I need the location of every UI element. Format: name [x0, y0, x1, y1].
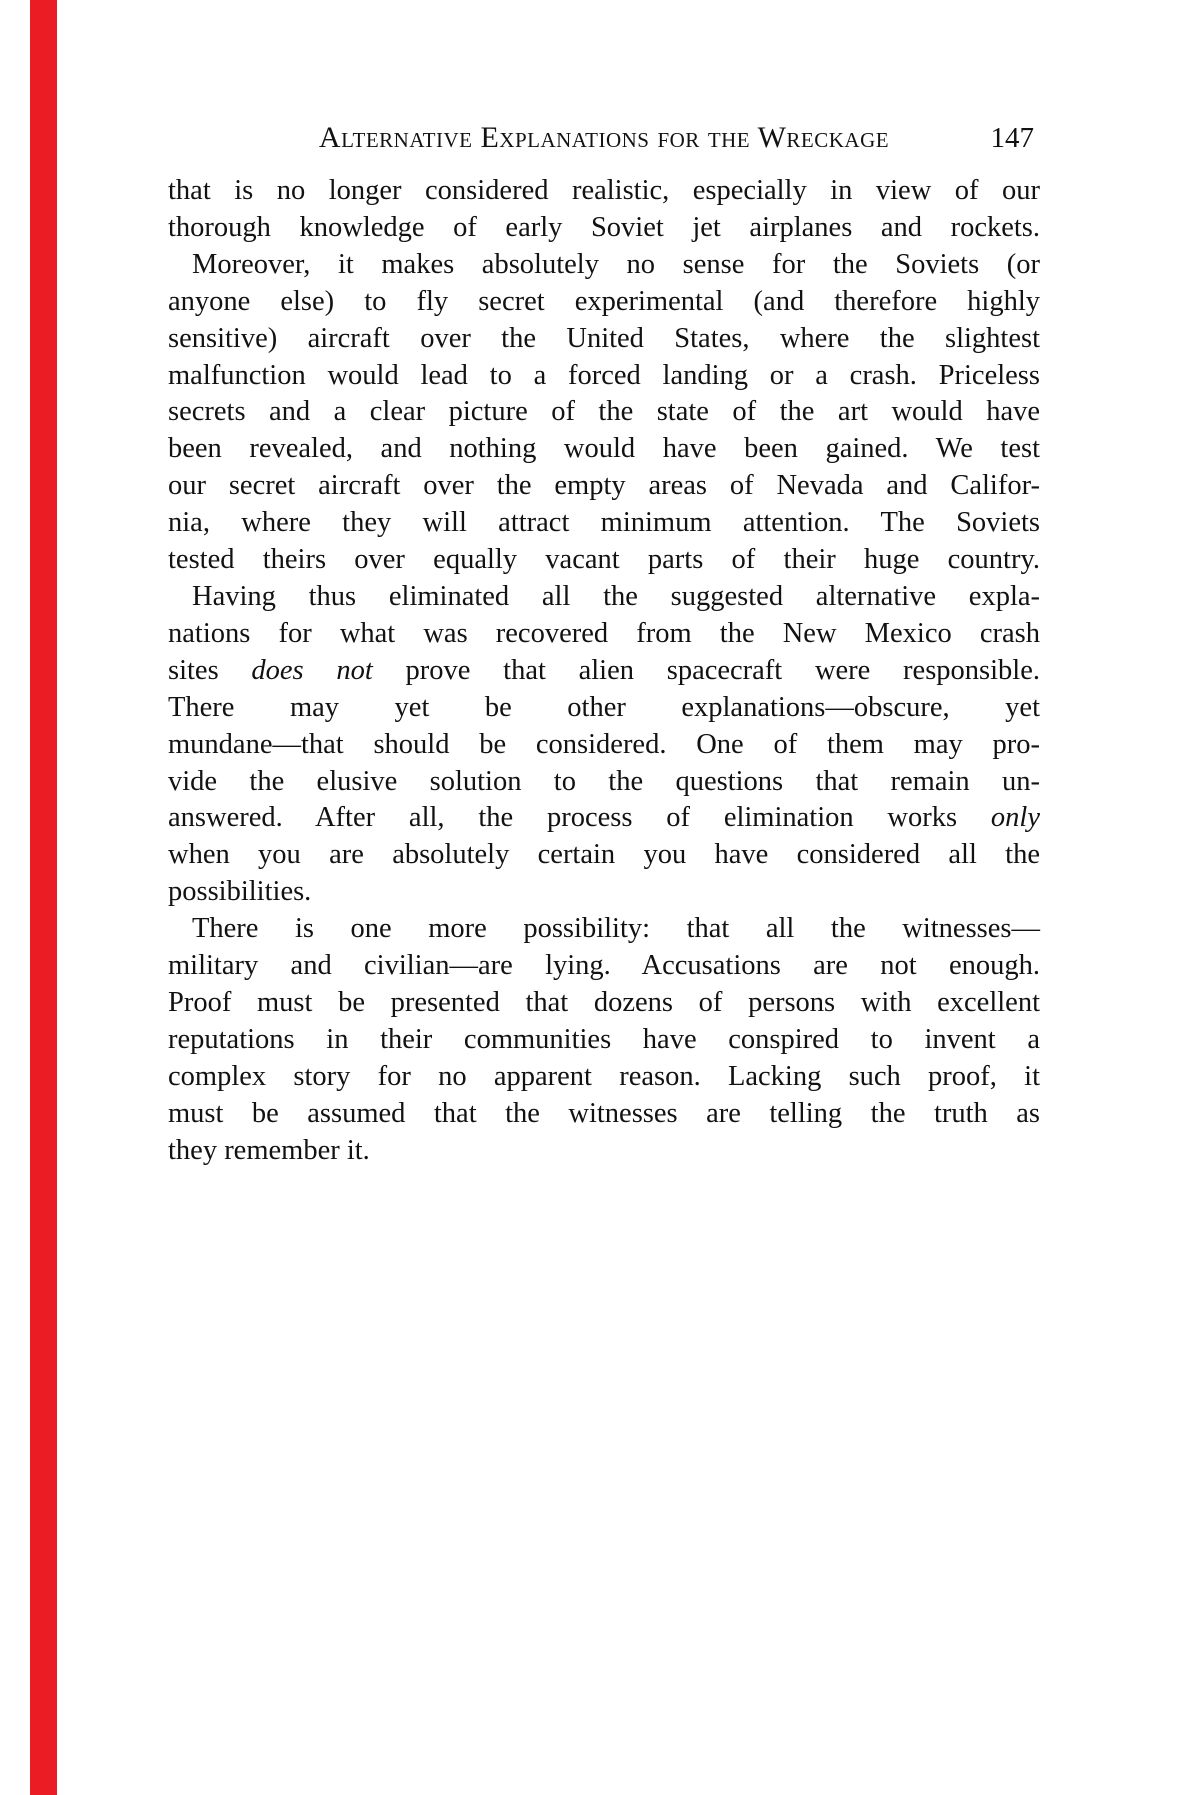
text-line: sites does not prove that alien spacecraft were responsible.	[168, 654, 1040, 686]
text-line: reputations in their communities have conspired to invent a	[168, 1023, 1040, 1055]
running-head	[168, 120, 1040, 156]
text-line: our secret aircraft over the empty areas of Nevada and Califor-	[168, 470, 1040, 502]
text-line: must be assumed that the witnesses are telling the truth as	[168, 1097, 1040, 1129]
text-line: mundane—that should be considered. One of them may pro-	[168, 728, 1040, 760]
text-line: nia, where they will attract minimum attention. The Soviets	[168, 507, 1040, 539]
text-line: thorough knowledge of early Soviet jet airplanes and rockets.	[168, 211, 1040, 243]
text-line: they remember it.	[168, 1134, 370, 1166]
text-line: Having thus eliminated all the suggested alternative expla-	[192, 580, 1040, 612]
text-line: vide the elusive solution to the questions that remain un-	[168, 765, 1040, 797]
text-line: tested theirs over equally vacant parts of their huge country.	[168, 544, 1040, 576]
text-line: There is one more possibility: that all the witnesses—	[192, 913, 1040, 945]
text-line: Moreover, it makes absolutely no sense for the Soviets (or	[192, 248, 1040, 280]
text-line: malfunction would lead to a forced landing or a crash. Priceless	[168, 359, 1040, 391]
text-line: that is no longer considered realistic, especially in view of our	[168, 175, 1040, 206]
text-line: complex story for no apparent reason. Lacking such proof, it	[168, 1060, 1040, 1092]
chapter-title: Alternative Explanations for the Wreckage	[318, 121, 890, 154]
text-line: been revealed, and nothing would have been gained. We test	[168, 433, 1040, 465]
text-line: nations for what was recovered from the New Mexico crash	[168, 617, 1040, 649]
text-line: answered. After all, the process of elimination works only	[168, 802, 1040, 834]
red-edge-stripe	[30, 0, 57, 1795]
text-line: Proof must be presented that dozens of persons with excellent	[168, 986, 1040, 1018]
page-number: 147	[990, 122, 1034, 154]
text-line: anyone else) to fly secret experimental (and therefore highly	[168, 285, 1040, 317]
text-line: when you are absolutely certain you have considered all the	[168, 839, 1040, 871]
text-line: possibilities.	[168, 876, 312, 908]
text-line: There may yet be other explanations—obscure, yet	[168, 691, 1040, 723]
text-line: secrets and a clear picture of the state of the art would have	[168, 396, 1040, 428]
body-text	[168, 173, 1040, 1169]
text-line: sensitive) aircraft over the United States, where the slightest	[168, 322, 1040, 354]
text-line: military and civilian—are lying. Accusations are not enough.	[168, 950, 1040, 982]
